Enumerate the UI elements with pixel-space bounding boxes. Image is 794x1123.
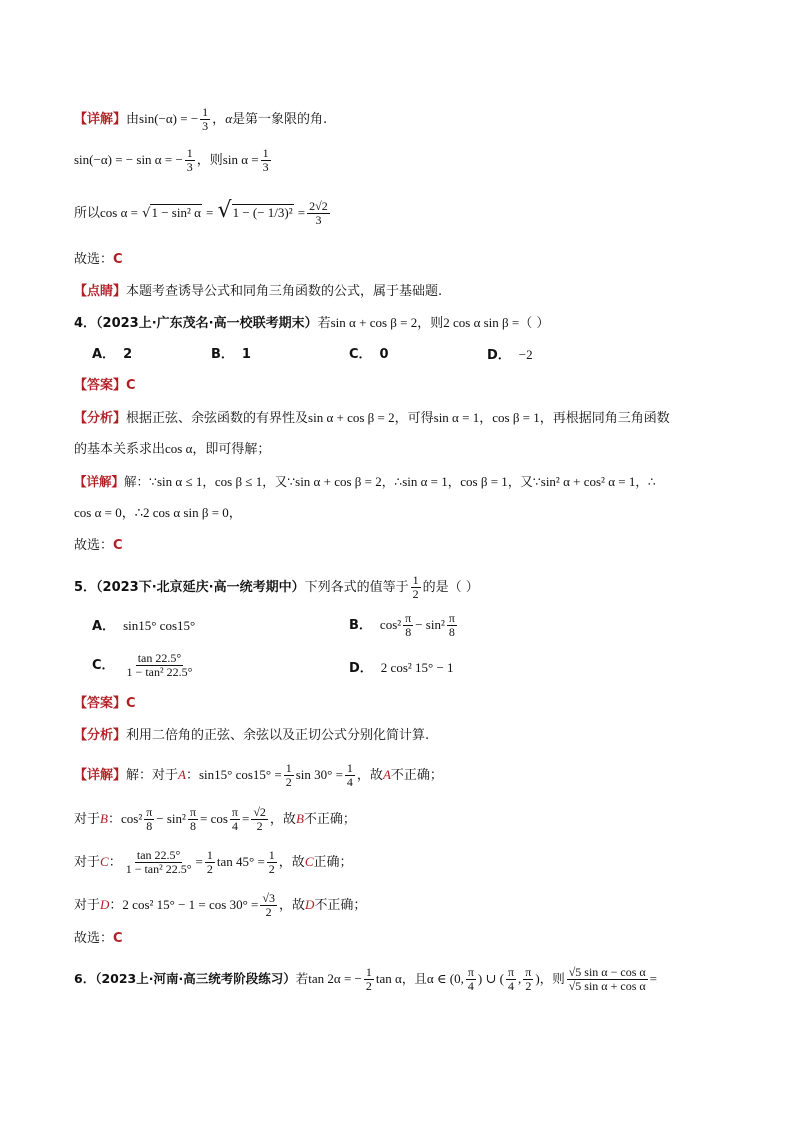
frac-den: 8 (405, 625, 412, 639)
frac-den: 3 (186, 160, 193, 174)
fraction (125, 652, 195, 679)
math-expr: sin α ≤ 1 (156, 474, 203, 489)
q5-answer (74, 695, 136, 713)
detail-tag: 【详解】 (74, 768, 127, 783)
math-expr: sin α = 1 (402, 474, 448, 489)
text: 的基本关系求出 (74, 442, 166, 457)
frac-num: π (448, 611, 455, 625)
math-expr: 2 cos α sin β = 0 (143, 505, 229, 520)
math-expr: tan 45° = (216, 854, 265, 869)
frac-den: 2 (256, 819, 263, 833)
math-expr: = (241, 811, 250, 826)
frac-num: 1 (412, 573, 419, 587)
text: 对于 (74, 812, 101, 827)
question-number: 4． (74, 316, 97, 331)
q5-detail-b (74, 806, 356, 833)
math-expr: 2 cos² 15° − 1 = cos 30° = (122, 897, 259, 912)
detail-tag: 【详解】 (74, 112, 127, 127)
option-label: C． (92, 658, 115, 673)
math-expr: sin(−α) = − (139, 111, 199, 126)
frac-num: 1 (206, 848, 213, 862)
text: ，即可得解； (192, 442, 271, 457)
text: 对于 (74, 855, 101, 870)
fraction (466, 966, 476, 993)
frac-num: π (146, 805, 153, 819)
math-expr: cos α = (100, 205, 138, 220)
frac-den: 2 (525, 979, 532, 993)
math-expr: cos² (120, 811, 143, 826)
math-expr: tan α (375, 971, 402, 986)
frac-num: 1 (186, 146, 193, 160)
fraction (261, 147, 271, 174)
frac-den: 2 (206, 862, 213, 876)
q5-detail-d (74, 892, 366, 919)
frac-num: π (189, 805, 196, 819)
fraction (364, 966, 374, 993)
sqrt-content: 1 − (− 1/3)² (232, 205, 293, 220)
frac-den: 2 (268, 862, 275, 876)
answer-tag: 【答案】 (74, 378, 127, 393)
sqrt-content: 1 − sin² α (151, 205, 201, 220)
math-expr: = (297, 205, 306, 220)
option-label: D． (349, 661, 373, 676)
text: 若 (295, 971, 309, 986)
frac-num: π (231, 805, 238, 819)
q4-analysis-line1 (74, 409, 670, 428)
frac-den: 4 (231, 819, 238, 833)
fraction (200, 106, 210, 133)
text: ，∴ (381, 474, 403, 489)
q4-choose (74, 537, 123, 555)
math-letter: D (304, 897, 315, 912)
analysis-tag: 【分析】 (74, 411, 127, 426)
answer-letter: C (113, 538, 123, 553)
math-expr: cos² (379, 617, 402, 632)
frac-num: √3 (262, 891, 275, 905)
text: 正确； (313, 855, 353, 870)
text: 故选： (74, 252, 114, 267)
frac-den: 2 (265, 905, 272, 919)
q4-answer (74, 377, 136, 395)
frac-num: 1 (262, 146, 269, 160)
frac-num: π (405, 611, 412, 625)
q5-option-d (349, 659, 454, 678)
math-expr: sin(−α) = − sin α = − (74, 152, 183, 167)
q5-choose (74, 930, 123, 948)
text: 不正确； (314, 898, 367, 913)
frac-num: 1 (202, 105, 209, 119)
fraction (567, 966, 648, 993)
math-letter: C (100, 854, 109, 869)
option-label: D． (487, 348, 511, 363)
frac-den: 4 (467, 979, 474, 993)
text: 的是（ ） (422, 580, 479, 595)
q3-detail-line1 (74, 106, 327, 133)
text: 所以 (74, 206, 101, 221)
frac-num: π (507, 965, 515, 979)
text: 解：∵ (124, 474, 157, 489)
text: ： (108, 855, 122, 870)
fraction (251, 806, 268, 833)
text: 不正确； (303, 812, 356, 827)
text: ，可得 (394, 411, 434, 426)
math-letter: B (100, 811, 108, 826)
answer-letter: C (113, 252, 123, 267)
q4-option-b (211, 346, 251, 364)
text: 本题考查诱导公式和同角三角函数的公式，属于基础题. (126, 284, 443, 299)
option-label: A． (92, 619, 116, 634)
frac-num: tan 22.5° (137, 651, 182, 665)
text: ，且 (401, 971, 427, 986)
math-letter: D (100, 897, 110, 912)
math-expr: 2 cos α sin β = (443, 315, 520, 330)
math-expr: sin α + cos β = 2 (295, 474, 382, 489)
math-expr: ：sin15° cos15° = (185, 767, 282, 782)
text: ， (479, 411, 493, 426)
text: 利用二倍角的正弦、余弦以及正切公式分别化简计算. (126, 728, 430, 743)
frac-den: 8 (448, 625, 455, 639)
text: 故选： (74, 931, 114, 946)
q5-analysis (74, 727, 429, 745)
fraction (185, 147, 195, 174)
fraction (403, 612, 413, 639)
math-expr: sin 30° = (295, 767, 343, 782)
option-value: 2 (123, 347, 133, 362)
frac-den: 1 − tan² 22.5° (125, 862, 192, 876)
text: 不正确； (390, 768, 443, 783)
frac-den: 2 (412, 587, 419, 601)
math-expr: = (206, 205, 214, 220)
text: 由 (126, 112, 140, 127)
math-expr: ) (535, 971, 540, 986)
math-expr: = cos (200, 811, 228, 826)
detail-tag: 【详解】 (74, 474, 125, 489)
q4-detail-line2 (74, 504, 242, 523)
option-value: sin15° cos15° (123, 618, 196, 633)
fraction (523, 966, 533, 993)
frac-den: 4 (346, 775, 353, 789)
question-source: （2023上·河南·高三统考阶段练习） (95, 971, 296, 986)
frac-num: √5 sin α − cos α (568, 965, 646, 979)
fraction (267, 849, 277, 876)
option-label: A． (92, 347, 116, 362)
q4-analysis-line2 (74, 440, 270, 459)
q4-stem (74, 314, 549, 333)
text: ，故 (269, 812, 296, 827)
math-expr: cos β ≤ 1 (214, 474, 263, 489)
text: （ ） (519, 316, 550, 331)
math-expr: cos β = 1 (492, 410, 540, 425)
question-number: 6． (74, 971, 96, 986)
frac-num: 1 (365, 965, 372, 979)
text: ，又∵ (262, 474, 296, 489)
q4-option-d (487, 346, 533, 365)
math-expr: sin α = 1 (433, 410, 480, 425)
question-source: （2023下·北京延庆·高一统考期中） (96, 580, 305, 595)
q3-detail-line2 (74, 147, 273, 174)
frac-num: √2 (253, 805, 266, 819)
q5-option-a (92, 617, 195, 636)
frac-num: 1 (285, 761, 292, 775)
fraction (124, 849, 194, 876)
frac-den: 3 (202, 119, 209, 133)
question-number: 5． (74, 580, 97, 595)
answer-letter: C (113, 931, 123, 946)
q5-option-c (92, 652, 196, 679)
math-expr: cos α = 0 (74, 505, 122, 520)
analysis-tag: 【分析】 (74, 728, 127, 743)
text: 解：对于 (126, 768, 179, 783)
fraction (188, 806, 198, 833)
text: ，则 (539, 971, 565, 986)
text: ，故 (356, 768, 383, 783)
q3-choose (74, 251, 123, 269)
text: ，则 (196, 153, 223, 168)
q5-detail-c (74, 849, 353, 876)
option-value: 1 (241, 347, 251, 362)
frac-den: 8 (189, 819, 196, 833)
text: 故选： (74, 538, 114, 553)
text: ， (228, 506, 242, 521)
text: ， (447, 474, 461, 489)
answer-letter: C (126, 696, 136, 711)
math-expr: sin α + cos β = 2 (330, 315, 418, 330)
text: 对于 (74, 898, 101, 913)
fraction (260, 892, 277, 919)
q6-stem (74, 966, 657, 993)
q4-option-a (92, 346, 132, 364)
option-value: 0 (379, 347, 389, 362)
frac-den: 2 (285, 775, 292, 789)
text: ： (109, 898, 123, 913)
text: ，故 (278, 855, 305, 870)
frac-num: π (467, 965, 474, 979)
math-expr: , (518, 971, 522, 986)
math-letter: B (295, 811, 304, 826)
q4-option-c (349, 346, 389, 364)
fraction (284, 762, 294, 789)
frac-num: 1 (268, 848, 275, 862)
fraction (307, 200, 330, 227)
math-expr: sin² α + cos² α = 1 (540, 474, 636, 489)
fraction (205, 849, 215, 876)
math-letter: A (178, 767, 186, 782)
frac-den: 2 (365, 979, 372, 993)
math-expr: sin α = (222, 152, 259, 167)
math-expr: α ∈ (0, (426, 971, 464, 986)
q3-comment (74, 283, 442, 301)
math-expr: cos β = 1 (460, 474, 508, 489)
text: ，则 (417, 316, 444, 331)
math-expr: − sin² (156, 811, 186, 826)
math-letter: A (382, 767, 391, 782)
option-label: B． (211, 347, 234, 362)
fraction (345, 762, 355, 789)
math-letter: C (304, 854, 314, 869)
option-value: −2 (518, 347, 533, 362)
sqrt-icon: √ (142, 206, 151, 221)
fraction (230, 806, 240, 833)
math-expr: = (649, 971, 657, 986)
fraction (144, 806, 154, 833)
option-value: 2 cos² 15° − 1 (380, 660, 454, 675)
question-source: （2023上·广东茂名·高一校联考期末） (96, 316, 318, 331)
fraction (506, 966, 516, 993)
math-expr: cos α (165, 441, 193, 456)
frac-den: 4 (508, 979, 515, 993)
comment-tag: 【点睛】 (74, 284, 127, 299)
text: ， (212, 112, 226, 127)
q5-option-b (349, 612, 459, 639)
math-expr: ) ∪ ( (477, 971, 504, 986)
q5-detail-a (74, 762, 443, 789)
frac-num: tan 22.5° (136, 848, 181, 862)
q3-detail-line3 (74, 200, 332, 227)
fraction (447, 612, 457, 639)
frac-den: √5 sin α + cos α (568, 979, 646, 993)
option-label: C． (349, 347, 372, 362)
q5-stem (74, 574, 479, 601)
option-label: B． (349, 618, 372, 633)
frac-den: 1 − tan² 22.5° (126, 665, 193, 679)
text: 是第一象限的角. (232, 112, 328, 127)
text: ，故 (278, 898, 305, 913)
text: ，又∵ (507, 474, 541, 489)
math-expr: tan 2α = − (308, 971, 362, 986)
math-expr: sin α + cos β = 2 (308, 410, 395, 425)
text: ： (107, 812, 121, 827)
text: ，∴ (635, 474, 656, 489)
math-expr: = (195, 854, 203, 869)
frac-den: 8 (146, 819, 153, 833)
text: 若 (317, 316, 331, 331)
text: 根据正弦、余弦函数的有界性及 (126, 411, 309, 426)
text: ，再根据同角三角函数 (539, 411, 670, 426)
math-expr: α (225, 111, 233, 126)
answer-letter: C (126, 378, 136, 393)
math-expr: − sin² (415, 617, 445, 632)
frac-num: 2√2 (309, 199, 328, 213)
text: 下列各式的值等于 (304, 580, 409, 595)
sqrt-icon: √ (217, 198, 232, 223)
text: ，∴ (121, 506, 144, 521)
fraction (411, 574, 421, 601)
frac-den: 3 (262, 160, 269, 174)
frac-den: 3 (315, 213, 322, 227)
q4-detail-line1 (74, 473, 656, 491)
frac-num: 1 (346, 761, 353, 775)
answer-tag: 【答案】 (74, 696, 127, 711)
frac-num: π (525, 965, 532, 979)
text: ， (202, 474, 215, 489)
